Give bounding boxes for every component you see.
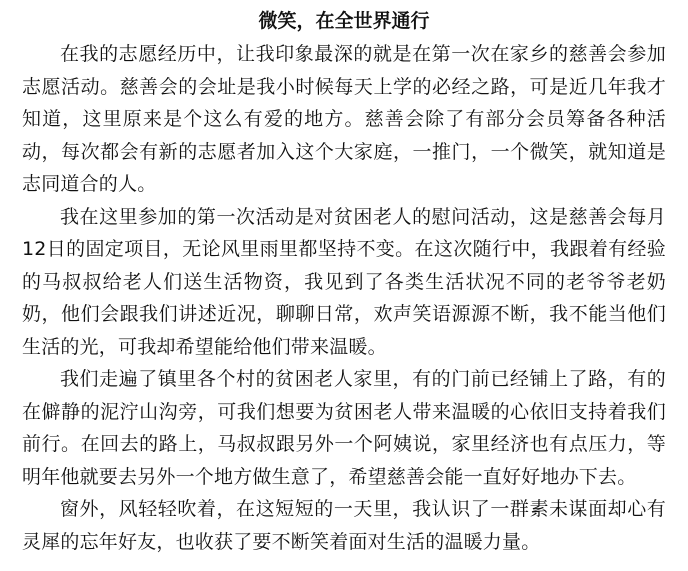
paragraph-3: 我们走遍了镇里各个村的贫困老人家里，有的门前已经铺上了路，有的在僻静的泥泞山沟旁，可我们想要为贫困老人带来温暖的心依旧支持着我们前行。在回去的路上，马叔叔跟另外一个阿姨说，家里经济也有点压力，等明年他就要去另外一个地方做生意了，希望慈善会能一直好好地办下去。 [22, 368, 666, 488]
paragraph-2: 我在这里参加的第一次活动是对贫困老人的慰问活动，这是慈善会每月12日的固定项目，无论风里雨里都坚持不变。在这次随行中，我跟着有经验的马叔叔给老人们送生活物资，我见到了各类生活状况不同的老爷爷老奶奶，他们会跟我们讲述近况，聊聊日常，欢声笑语源源不断，我不能当他们生活的光，可我却希望能给他们带来温暖。 [22, 205, 666, 358]
paragraph-1: 在我的志愿经历中，让我印象最深的就是在第一次在家乡的慈善会参加志愿活动。慈善会的会址是我小时候每天上学的必经之路，可是近几年我才知道，这里原来是个这么有爱的地方。慈善会除了有部分会员筹备各种活动，每次都会有新的志愿者加入这个大家庭，一推门，一个微笑，就知道是志同道合的人。 [22, 43, 666, 195]
document-title: 微笑，在全世界通行 [258, 10, 430, 32]
paragraph-4: 窗外，风轻轻吹着，在这短短的一天里，我认识了一群素未谋面却心有灵犀的忘年好友，也收获了要不断笑着面对生活的温暖力量。 [22, 498, 666, 553]
